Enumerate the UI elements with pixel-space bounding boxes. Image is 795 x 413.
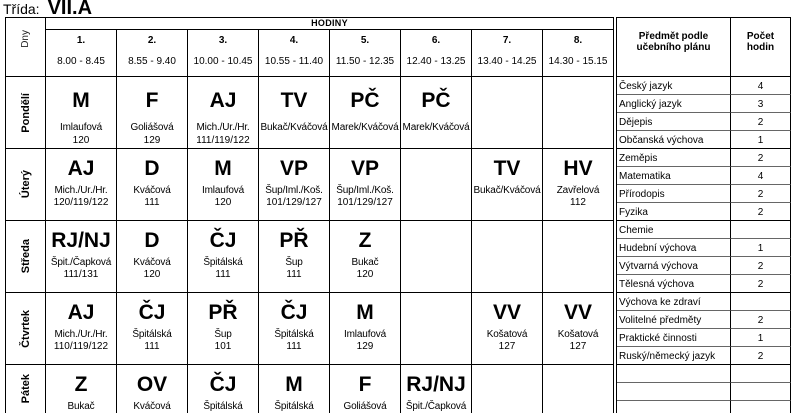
lesson-cell: [259, 221, 330, 293]
lesson-cell: [330, 221, 401, 293]
empty-lesson-cell: [401, 221, 472, 293]
lesson-subject: F: [358, 373, 372, 396]
lesson-subject: VV: [492, 301, 521, 324]
curriculum-hours: 2: [731, 257, 791, 275]
curriculum-hours: 2: [731, 311, 791, 329]
hours-header: HODINY: [46, 18, 614, 30]
lesson-subject: PŘ: [279, 229, 309, 252]
curriculum-hours: 2: [731, 149, 791, 167]
lesson-cell: [472, 149, 543, 221]
lesson-subject: RJ/NJ: [51, 229, 111, 252]
curriculum-subject: Volitelné předměty: [617, 311, 731, 329]
curriculum-subject: Zeměpis: [617, 149, 731, 167]
lesson-room: 111: [215, 269, 231, 280]
period-time: 8.55 - 9.40: [128, 56, 176, 67]
lesson-cell: [188, 149, 259, 221]
day-label: [6, 149, 46, 221]
empty-lesson-cell: [472, 77, 543, 149]
lesson-teacher: Špitálská: [203, 401, 243, 412]
day-label: [6, 293, 46, 365]
lesson-teacher: Mich./Ur./Hr.: [54, 329, 108, 340]
curriculum-subject: Hudební výchova: [617, 239, 731, 257]
lesson-teacher: Imlaufová: [59, 122, 102, 133]
lesson-cell: [330, 293, 401, 365]
curriculum-hours: 1: [731, 329, 791, 347]
day-label: [6, 365, 46, 413]
period-number: 1.: [76, 35, 86, 46]
period-header: [543, 30, 614, 77]
day-label-text: Úterý: [19, 170, 32, 199]
lesson-cell: [401, 77, 472, 149]
lesson-teacher: Imlaufová: [343, 329, 386, 340]
lesson-cell: [46, 149, 117, 221]
day-label-text: Pátek: [19, 374, 32, 404]
lesson-teacher: Mich./Ur./Hr.: [54, 185, 108, 196]
lesson-room: 111: [144, 197, 160, 208]
lesson-subject: Z: [74, 373, 88, 396]
lesson-teacher: Špitálská: [274, 329, 314, 340]
lesson-teacher: Košatová: [486, 329, 528, 340]
class-title: [3, 0, 92, 17]
lesson-cell: [117, 221, 188, 293]
curriculum-header-hours-label: Počet hodin: [746, 31, 775, 53]
lesson-room: 101: [214, 341, 232, 352]
lesson-room: 101/129/127: [337, 197, 393, 208]
lesson-room: 111: [144, 341, 160, 352]
lesson-cell: [330, 365, 401, 413]
empty-lesson-cell: [472, 221, 543, 293]
day-label-text: Čtvrtek: [19, 309, 32, 348]
curriculum-subject: Matematika: [617, 167, 731, 185]
class-title-label: Třída:: [3, 1, 40, 17]
lesson-cell: [330, 149, 401, 221]
lesson-subject: RJ/NJ: [406, 373, 466, 396]
curriculum-empty-cell: [731, 401, 791, 413]
lesson-cell: [259, 293, 330, 365]
lesson-teacher: Zavřelová: [556, 185, 600, 196]
lesson-cell: [330, 77, 401, 149]
period-number: 8.: [573, 35, 583, 46]
curriculum-subject: Chemie: [617, 221, 731, 239]
curriculum-hours: 4: [731, 167, 791, 185]
lesson-subject: ČJ: [209, 229, 237, 252]
curriculum-header-subject-label: Předmět podle učebního plánu: [636, 31, 711, 53]
timetable-grid: [5, 17, 614, 413]
curriculum-subject: Občanská výchova: [617, 131, 731, 149]
lesson-subject: HV: [563, 157, 593, 180]
period-number: 5.: [360, 35, 370, 46]
period-time: 13.40 - 14.25: [477, 56, 537, 67]
empty-lesson-cell: [401, 149, 472, 221]
lesson-room: 111/131: [63, 269, 99, 280]
lesson-subject: M: [356, 301, 374, 324]
lesson-subject: D: [144, 229, 160, 252]
lesson-teacher: Šup: [285, 257, 303, 268]
lesson-room: 120: [356, 269, 374, 280]
empty-lesson-cell: [543, 77, 614, 149]
lesson-cell: [188, 221, 259, 293]
lesson-room: 120: [72, 135, 90, 146]
curriculum-hours: 1: [731, 239, 791, 257]
lesson-teacher: Šup/Iml./Koš.: [265, 185, 323, 196]
curriculum-hours: 4: [731, 77, 791, 95]
period-header: [330, 30, 401, 77]
lesson-subject: F: [145, 89, 159, 112]
period-number: 2.: [147, 35, 157, 46]
lesson-subject: VP: [279, 157, 308, 180]
lesson-teacher: Košatová: [557, 329, 599, 340]
period-header: [188, 30, 259, 77]
lesson-teacher: Špitálská: [132, 329, 172, 340]
lesson-room: 110/119/122: [53, 341, 109, 352]
curriculum-subject: Ruský/německý jazyk: [617, 347, 731, 365]
curriculum-empty-cell: [617, 383, 731, 401]
lesson-teacher: Bukač/Kváčová: [260, 122, 328, 133]
period-time: 8.00 - 8.45: [57, 56, 105, 67]
lesson-subject: OV: [136, 373, 168, 396]
lesson-subject: M: [214, 157, 232, 180]
period-number: 4.: [289, 35, 299, 46]
lesson-cell: [188, 77, 259, 149]
lesson-cell: [259, 365, 330, 413]
period-time: 10.55 - 11.40: [264, 56, 324, 67]
curriculum-hours: [731, 221, 791, 239]
lesson-teacher: Marek/Kváčová: [402, 122, 470, 133]
curriculum-hours: 2: [731, 203, 791, 221]
lesson-teacher: Goliášová: [343, 401, 387, 412]
period-time: 12.40 - 13.25: [406, 56, 466, 67]
curriculum-subject: Anglický jazyk: [617, 95, 731, 113]
days-column-header: [6, 18, 46, 77]
lesson-room: 111/119/122: [196, 135, 250, 146]
lesson-cell: [46, 221, 117, 293]
lesson-cell: [117, 365, 188, 413]
curriculum-hours: 3: [731, 95, 791, 113]
period-header: [401, 30, 472, 77]
lesson-subject: ČJ: [138, 301, 166, 324]
lesson-subject: PČ: [350, 89, 380, 112]
lesson-subject: VV: [563, 301, 592, 324]
empty-lesson-cell: [401, 293, 472, 365]
lesson-room: 120: [143, 269, 161, 280]
lesson-teacher: Šup: [214, 329, 232, 340]
lesson-subject: TV: [493, 157, 521, 180]
class-name: VII.A: [47, 0, 93, 19]
lesson-teacher: Kváčová: [133, 401, 171, 412]
period-header: [117, 30, 188, 77]
period-time: 10.00 - 10.45: [193, 56, 253, 67]
lesson-cell: [543, 149, 614, 221]
curriculum-subject: Dějepis: [617, 113, 731, 131]
curriculum-header-hours: [731, 18, 791, 77]
empty-lesson-cell: [543, 365, 614, 413]
lesson-room: 129: [356, 341, 374, 352]
lesson-teacher: Špit./Čapková: [405, 401, 467, 412]
period-header: [259, 30, 330, 77]
days-column-label: Dny: [20, 30, 31, 48]
period-header: [46, 30, 117, 77]
curriculum-subject: Přírodopis: [617, 185, 731, 203]
curriculum-header-subject: [617, 18, 731, 77]
curriculum-hours: 2: [731, 185, 791, 203]
lesson-cell: [259, 149, 330, 221]
lesson-cell: [188, 293, 259, 365]
lesson-room: 120: [214, 197, 232, 208]
lesson-cell: [117, 77, 188, 149]
lesson-subject: ČJ: [209, 373, 237, 396]
day-label: [6, 77, 46, 149]
lesson-subject: Z: [358, 229, 372, 252]
empty-lesson-cell: [543, 221, 614, 293]
curriculum-empty-cell: [731, 383, 791, 401]
lesson-room: 129: [143, 135, 161, 146]
lesson-teacher: Bukač: [351, 257, 379, 268]
lesson-cell: [46, 293, 117, 365]
lesson-cell: [259, 77, 330, 149]
day-label-text: Pondělí: [19, 92, 32, 133]
lesson-subject: PČ: [421, 89, 451, 112]
lesson-cell: [117, 149, 188, 221]
lesson-teacher: Špitálská: [274, 401, 314, 412]
period-number: 6.: [431, 35, 441, 46]
lesson-room: 101/129/127: [266, 197, 322, 208]
lesson-room: 112: [570, 197, 586, 208]
curriculum-subject: Fyzika: [617, 203, 731, 221]
lesson-subject: AJ: [67, 157, 95, 180]
curriculum-subject: Český jazyk: [617, 77, 731, 95]
lesson-cell: [472, 293, 543, 365]
curriculum-table: [616, 17, 791, 413]
curriculum-empty-cell: [731, 365, 791, 383]
lesson-subject: TV: [280, 89, 308, 112]
curriculum-hours: 2: [731, 347, 791, 365]
curriculum-subject: Tělesná výchova: [617, 275, 731, 293]
curriculum-empty-cell: [617, 401, 731, 413]
lesson-teacher: Imlaufová: [201, 185, 244, 196]
lesson-teacher: Kváčová: [133, 185, 171, 196]
lesson-cell: [543, 293, 614, 365]
day-label-text: Středa: [19, 239, 32, 274]
lesson-teacher: Marek/Kváčová: [331, 122, 399, 133]
lesson-room: 127: [569, 341, 587, 352]
curriculum-subject: Výchova ke zdraví: [617, 293, 731, 311]
lesson-cell: [46, 365, 117, 413]
lesson-subject: M: [285, 373, 303, 396]
lesson-teacher: Špit./Čapková: [50, 257, 112, 268]
curriculum-hours: 2: [731, 113, 791, 131]
lesson-subject: M: [72, 89, 90, 112]
lesson-subject: AJ: [209, 89, 237, 112]
lesson-cell: [117, 293, 188, 365]
lesson-subject: VP: [350, 157, 379, 180]
lesson-teacher: Mich./Ur./Hr.: [196, 122, 250, 133]
lesson-subject: PŘ: [208, 301, 238, 324]
lesson-room: 111: [286, 269, 302, 280]
lesson-subject: D: [144, 157, 160, 180]
period-time: 14.30 - 15.15: [548, 56, 608, 67]
lesson-teacher: Šup/Iml./Koš.: [336, 185, 394, 196]
lesson-room: 111: [286, 341, 302, 352]
curriculum-empty-cell: [617, 365, 731, 383]
lesson-teacher: Goliášová: [130, 122, 174, 133]
curriculum-hours: [731, 293, 791, 311]
lesson-subject: ČJ: [280, 301, 308, 324]
lesson-teacher: Kváčová: [133, 257, 171, 268]
day-label: [6, 221, 46, 293]
period-time: 11.50 - 12.35: [335, 56, 395, 67]
lesson-cell: [188, 365, 259, 413]
lesson-teacher: Špitálská: [203, 257, 243, 268]
period-header: [472, 30, 543, 77]
lesson-cell: [401, 365, 472, 413]
lesson-subject: AJ: [67, 301, 95, 324]
curriculum-hours: 1: [731, 131, 791, 149]
empty-lesson-cell: [472, 365, 543, 413]
period-number: 7.: [502, 35, 512, 46]
lesson-teacher: Bukač: [67, 401, 95, 412]
lesson-room: 120/119/122: [53, 197, 109, 208]
curriculum-hours: 2: [731, 275, 791, 293]
lesson-teacher: Bukač/Kváčová: [473, 185, 541, 196]
period-number: 3.: [218, 35, 228, 46]
lesson-room: 127: [498, 341, 516, 352]
curriculum-subject: Praktické činnosti: [617, 329, 731, 347]
curriculum-subject: Výtvarná výchova: [617, 257, 731, 275]
lesson-cell: [46, 77, 117, 149]
